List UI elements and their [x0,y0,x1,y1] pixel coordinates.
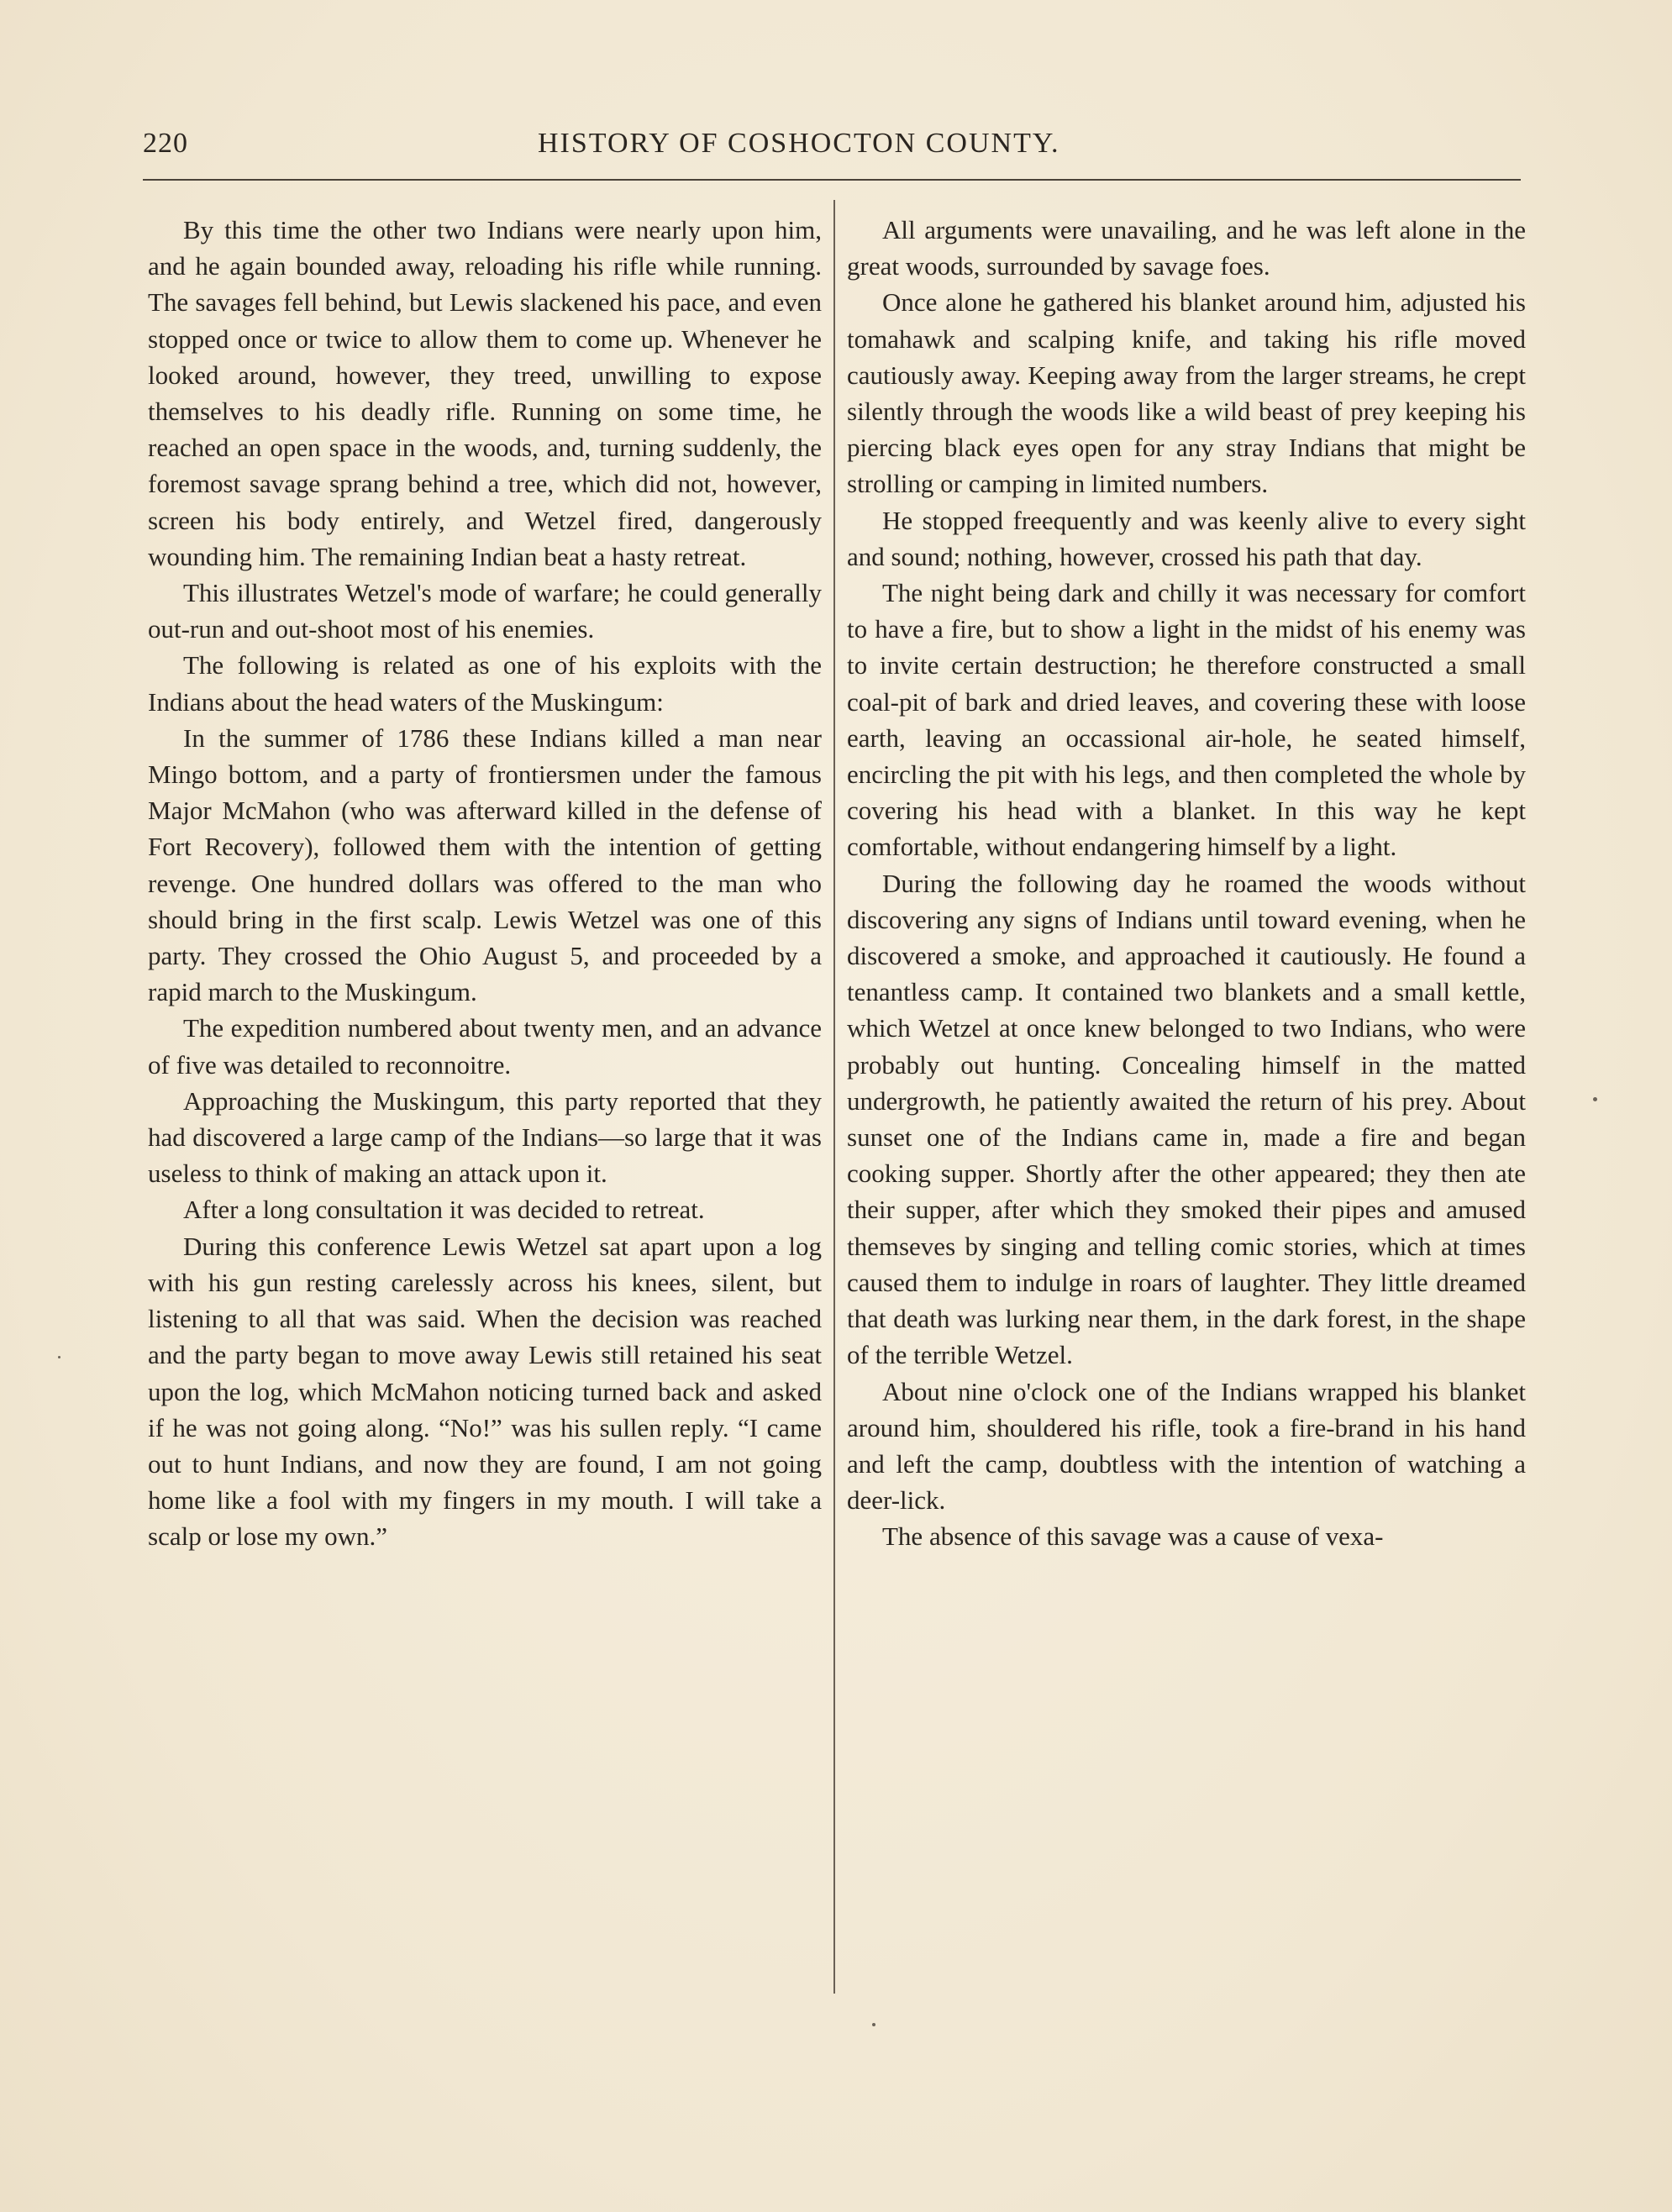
paragraph: During the following day he roamed the woods without discovering any signs of Indians until toward evening, when he discovered a smoke, and approached it cautiously. He found a tenantless camp. It contained two blankets and a small kettle, which Wetzel at once knew belonged to two Indians, who were probably out hunting. Concealing himself in the matted undergrowth, he patiently awaited the return of his prey. About sunset one of the Indians came in, made a fire and began cooking supper. Shortly after the other appeared; they then ate their supper, after which they smoked their pipes and amused themseves by singing and telling comic stories, which at times caused them to indulge in roars of laughter. They little dreamed that death was lurking near them, in the dark forest, in the shape of the terrible Wetzel. [847,868,1526,1370]
paragraph: After a long consultation it was decided to retreat. [183,1195,705,1225]
right-column [847,212,1526,1555]
paragraph: Approaching the Muskingum, this party reported that they had discovered a large camp of the Indians—so large that it was useless to think of making an attack upon it. [148,1085,822,1189]
paragraph: The absence of this savage was a cause of vexa- [882,1521,1384,1552]
ink-speck [58,1356,60,1358]
paragraph: About nine o'clock one of the Indians wrapped his blanket around him, shouldered his rifle, took a fire-brand in his hand and left the camp, doubtless with the intention of watching a deer-lick. [847,1376,1526,1516]
paragraph: Once alone he gathered his blanket around him, adjusted his tomahawk and scalping knife, and taking his rifle moved cautiously away. Keeping away from the larger streams, he crept silently through the woods like a wild beast of prey keeping his piercing black eyes open for any stray Indians that might be strolling or camping in limited numbers. [847,287,1526,499]
paragraph: In the summer of 1786 these Indians killed a man near Mingo bottom, and a party of frontiersmen under the famous Major McMahon (who was afterward killed in the defense of Fort Recovery), followed them with the intention of getting revenge. One hundred dollars was offered to the man who should bring in the first scalp. Lewis Wetzel was one of this party. They crossed the Ohio August 5, and proceeded by a rapid march to the Muskingum. [148,722,822,1007]
paragraph: All arguments were unavailing, and he was left alone in the great woods, surrounded by savage foes. [847,215,1526,281]
paragraph: The night being dark and chilly it was necessary for comfort to have a fire, but to show a light in the midst of his enemy was to invite certain destruction; he therefore constructed a small coal-pit of bark and dried leaves, and covering these with loose earth, leaving an occassional air-hole, he seated himself, encircling the pit with his legs, and then completed the whole by covering his head with a blanket. In this way he kept comfortable, without endangering himself by a light. [847,578,1526,862]
ink-speck [1593,1097,1597,1101]
column-divider [833,200,835,1994]
running-title: HISTORY OF COSHOCTON COUNTY. [538,128,1060,159]
paragraph: This illustrates Wetzel's mode of warfare; he could generally out-run and out-shoot most of his enemies. [148,578,822,644]
ink-speck [872,2023,875,2026]
paragraph: During this conference Lewis Wetzel sat apart upon a log with his gun resting carelessly across his knees, silent, but listening to all that was said. When the decision was reached and the party began to move away Lewis still retained his seat upon the log, which McMahon noticing turned back and asked if he was not going along. “No!” was his sullen reply. “I came out to hunt Indians, and now they are found, I am not going home like a fool with my fingers in my mouth. I will take a scalp or lose my own.” [148,1231,822,1552]
header-rule [143,179,1521,181]
paragraph: The following is related as one of his exploits with the Indians about the head waters of the Muskingum: [148,650,822,717]
paragraph: The expedition numbered about twenty men, and an advance of five was detailed to reconnoitre. [148,1013,822,1080]
page-number: 220 [143,128,188,159]
left-column [148,212,822,1555]
page-header [143,128,1521,170]
paragraph: He stopped freequently and was keenly alive to every sight and sound; nothing, however, crossed his path that day. [847,505,1526,571]
paragraph: By this time the other two Indians were nearly upon him, and he again bounded away, reloading his rifle while running. The savages fell behind, but Lewis slackened his pace, and even stopped once or twice to allow them to come up. Whenever he looked around, however, they treed, unwilling to expose themselves to his deadly rifle. Running on some time, he reached an open space in the woods, and, turning suddenly, the foremost savage sprang behind a tree, which did not, however, screen his body entirely, and Wetzel fired, dangerously wounding him. The remaining Indian beat a hasty retreat. [148,215,822,571]
